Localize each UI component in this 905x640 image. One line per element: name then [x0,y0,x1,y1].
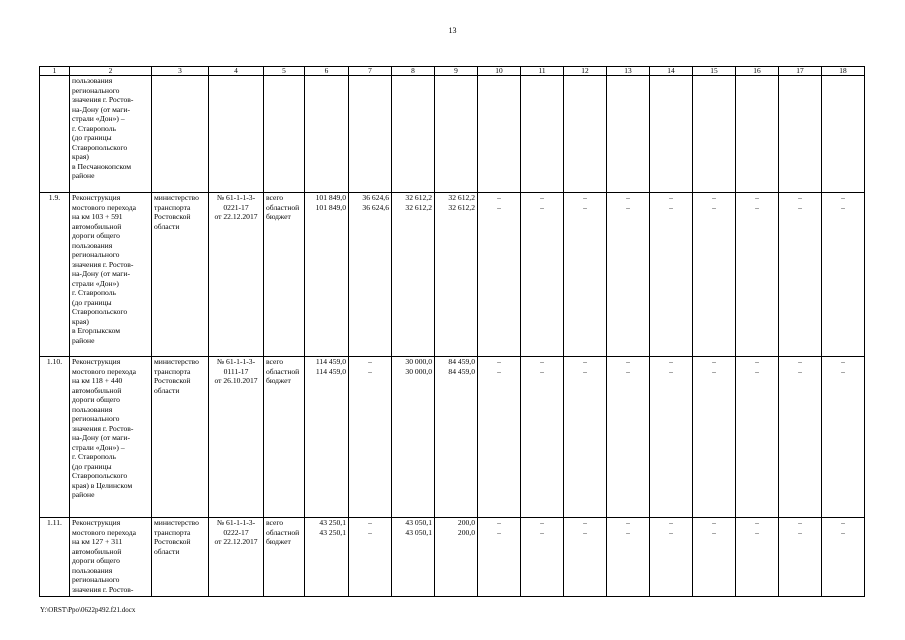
object-name [70,193,152,357]
amount-cell [822,193,865,357]
amount-cell [521,357,564,518]
table-cell [478,76,521,193]
cell-line: – [540,366,544,376]
cell-line: Ставропольского [72,307,128,316]
cell-line: – [583,518,587,527]
page-number: 13 [448,26,457,35]
cell-line: – [583,193,587,202]
amount-cell [349,357,392,518]
amount-cell [650,357,693,518]
cell-line: транспорта [154,202,191,212]
cell-line: области [154,221,180,231]
amount-cell [349,518,392,597]
amount-cell [435,518,478,597]
table-cell [305,76,349,193]
cell-line: – [497,202,501,212]
cell-line: бюджет [266,212,291,221]
amount-cell [392,357,435,518]
cell-line: Реконструкция [72,193,121,202]
cell-line: 101 849,0 [315,202,346,212]
cell-line: на-Дону (от маги- [72,269,130,278]
cell-line: 84 459,0 [448,357,475,366]
cell-line: – [669,366,673,376]
cell-line: 114 459,0 [315,366,346,376]
amount-cell [736,518,779,597]
cell-line: – [368,357,372,366]
cell-line: – [669,518,673,527]
cell-line: регионального [72,250,120,259]
amount-cell [650,518,693,597]
cell-line: края) [72,316,89,326]
funding-source [264,518,305,597]
cell-line: г. Ставрополь [72,452,116,461]
amount-cell [521,518,564,597]
table-cell [349,76,392,193]
table-cell [392,76,435,193]
cell-line: г. Ставрополь [72,288,116,297]
amount-cell [521,193,564,357]
cell-line: – [497,527,501,537]
cell-line: транспорта [154,527,191,537]
cell-line: – [712,202,716,212]
header-cell: 14 [650,67,693,76]
header-cell: 9 [435,67,478,76]
cell-line: мостового перехода [72,366,136,376]
cell-line: – [755,518,759,527]
cell-line: районе [72,490,95,499]
cell-line: – [583,366,587,376]
cell-line: пользования [72,404,113,414]
header-cell: 3 [152,67,209,76]
cell-line: области [154,546,180,556]
cell-line: – [755,193,759,202]
cell-line: на км 127 + 311 [72,537,123,546]
cell-line: – [798,202,802,212]
cell-line: – [841,518,845,527]
cell-line: – [841,366,845,376]
cell-line: областной [266,366,300,376]
cell-line: автомобильной [72,385,122,395]
cell-line: всего [266,357,284,366]
cell-line: – [755,202,759,212]
amount-cell [305,193,349,357]
amount-cell [564,518,607,597]
cell-line: – [712,527,716,537]
cell-line: – [626,202,630,212]
cell-line: автомобильной [72,546,122,556]
row-number: 1.9. [40,193,70,357]
cell-line: 84 459,0 [448,366,475,376]
cell-line: Ставропольского [72,142,128,152]
cell-line: значения г. Ростов- [72,423,134,433]
document-number [209,357,264,518]
cell-line: – [798,357,802,366]
cell-line: 0222-17 [223,527,249,537]
header-cell: 6 [305,67,349,76]
cell-line: 30 000,0 [405,357,432,366]
cell-line: всего [266,518,284,527]
table-cell [650,76,693,193]
amount-cell [693,357,736,518]
cell-line: № 61-1-1-3- [216,193,256,202]
cell-line: края) в Целинском [72,480,133,490]
cell-line: – [540,357,544,366]
cell-line: дороги общего [72,395,120,404]
header-cell: 5 [264,67,305,76]
header-cell: 4 [209,67,264,76]
cell-line: 101 849,0 [315,193,346,202]
amount-cell [736,357,779,518]
amount-cell [736,193,779,357]
table-cell [152,76,209,193]
cell-line: от 22.12.2017 [214,212,258,221]
cell-line: регионального [72,85,120,95]
cell-line: 43 250,1 [319,527,346,537]
header-cell: 2 [70,67,152,76]
table-cell [40,76,70,193]
cell-line: областной [266,527,300,537]
cell-line: в Песчанокопском [72,161,132,171]
cell-line: от 26.10.2017 [214,376,258,385]
amount-cell [305,357,349,518]
program-table [39,66,865,597]
cell-line: – [626,193,630,202]
header-cell: 15 [693,67,736,76]
cell-line: 43 050,1 [405,527,432,537]
table-cell [822,76,865,193]
row-number: 1.10. [40,357,70,518]
cell-line: Ростовской [154,376,191,385]
header-cell: 18 [822,67,865,76]
cell-line: Реконструкция [72,518,121,527]
organization [152,357,209,518]
cell-line: – [540,518,544,527]
amount-cell [650,193,693,357]
amount-cell [478,357,521,518]
cell-line: значения г. Ростов- [72,584,134,594]
cell-line: – [368,527,372,537]
cell-line: 0111-17 [223,366,249,376]
cell-line: 200,0 [457,518,475,527]
cell-line: страли «Дон») – [72,442,125,452]
table-row [40,518,865,597]
header-cell: 11 [521,67,564,76]
cell-line: 32 612,2 [405,202,432,212]
table-cell [209,76,264,193]
table-row [40,193,865,357]
cell-line: – [497,193,501,202]
cell-line: регионального [72,575,120,584]
cell-line: на-Дону (от маги- [72,433,130,442]
amount-cell [779,518,822,597]
organization [152,518,209,597]
cell-line: 32 612,2 [448,193,475,202]
cell-line: 36 624,6 [362,202,389,212]
object-name [70,518,152,597]
cell-line: от 22.12.2017 [214,537,258,546]
amount-cell [607,193,650,357]
amount-cell [435,357,478,518]
cell-line: на км 118 + 440 [72,376,123,385]
cell-line: – [626,366,630,376]
cell-line: – [497,366,501,376]
cell-line: 43 250,1 [319,518,346,527]
header-cell: 1 [40,67,70,76]
cell-line: пользования [72,240,113,250]
amount-cell [478,193,521,357]
amount-cell [693,518,736,597]
amount-cell [822,518,865,597]
cell-line: – [497,357,501,366]
cell-line: – [798,366,802,376]
cell-line: министерство [154,357,199,366]
cell-line: 30 000,0 [405,366,432,376]
cell-line: – [669,202,673,212]
cell-line: – [755,366,759,376]
amount-cell [392,193,435,357]
cell-line: – [798,193,802,202]
document-number [209,518,264,597]
amount-cell [607,518,650,597]
table-cell [264,76,305,193]
cell-line: (до границы [72,461,112,471]
amount-cell [607,357,650,518]
cell-line: – [626,357,630,366]
cell-line: 0221-17 [223,202,249,212]
cell-line: в Егорлыкском [72,326,121,335]
header-cell: 7 [349,67,392,76]
cell-line: – [712,357,716,366]
funding-source [264,357,305,518]
header-cell: 12 [564,67,607,76]
cell-line: – [540,202,544,212]
cell-line: – [712,193,716,202]
cell-line: – [755,527,759,537]
cell-line: дороги общего [72,556,120,565]
cell-line: мостового перехода [72,527,136,537]
cell-line: 36 624,6 [362,193,389,202]
table-cell [70,76,152,193]
cell-line: Ростовской [154,212,191,221]
cell-line: № 61-1-1-3- [216,357,256,366]
header-cell: 17 [779,67,822,76]
funding-source [264,193,305,357]
cell-line: страли «Дон») – [72,114,125,123]
cell-line: – [626,518,630,527]
table-cell [607,76,650,193]
cell-line: 200,0 [457,527,475,537]
header-row [40,67,865,76]
table-cell [564,76,607,193]
object-name [70,357,152,518]
table-cell [693,76,736,193]
cell-line: – [669,357,673,366]
row-number: 1.11. [40,518,70,597]
cell-line: (до границы [72,133,112,142]
cell-line: – [841,202,845,212]
cell-line: – [583,357,587,366]
cell-line: – [841,193,845,202]
amount-cell [822,357,865,518]
cell-line: районе [72,335,95,345]
cell-line: – [755,357,759,366]
cell-line: № 61-1-1-3- [216,518,256,527]
cell-line: – [712,518,716,527]
cell-line: – [798,518,802,527]
cell-line: мостового перехода [72,202,136,212]
amount-cell [392,518,435,597]
cell-line: – [669,527,673,537]
cell-line: – [497,518,501,527]
cell-line: значения г. Ростов- [72,95,134,104]
amount-cell [435,193,478,357]
cell-line: – [368,518,372,527]
cell-line: – [540,193,544,202]
amount-cell [305,518,349,597]
cell-line: бюджет [266,537,291,546]
cell-line: 43 050,1 [405,518,432,527]
header-cell: 8 [392,67,435,76]
table-cell [435,76,478,193]
cell-line: бюджет [266,376,291,385]
cell-line: пользования [72,76,113,85]
cell-line: 32 612,2 [405,193,432,202]
amount-cell [779,193,822,357]
cell-line: – [583,527,587,537]
amount-cell [564,193,607,357]
table-cell [779,76,822,193]
header-cell: 10 [478,67,521,76]
cell-line: (до границы [72,297,112,307]
amount-cell [478,518,521,597]
cell-line: на-Дону (от маги- [72,104,130,114]
cell-line: – [841,527,845,537]
table-cell [521,76,564,193]
cell-line: дороги общего [72,231,120,240]
cell-line: министерство [154,193,199,202]
cell-line: значения г. Ростов- [72,259,134,269]
cell-line: страли «Дон») [72,278,119,288]
cell-line: – [540,527,544,537]
cell-line: министерство [154,518,199,527]
cell-line: – [798,527,802,537]
cell-line: – [583,202,587,212]
cell-line: Ростовской [154,537,191,546]
cell-line: районе [72,171,95,180]
cell-line: Реконструкция [72,357,121,366]
cell-line: всего [266,193,284,202]
cell-line: Ставропольского [72,471,128,480]
amount-cell [779,357,822,518]
header-cell: 16 [736,67,779,76]
cell-line: края) [72,152,89,161]
table-cell [736,76,779,193]
cell-line: на км 103 + 591 [72,212,123,221]
cell-line: – [669,193,673,202]
cell-line: 114 459,0 [315,357,346,366]
document-number [209,193,264,357]
cell-line: автомобильной [72,221,122,231]
cell-line: – [626,527,630,537]
cell-line: – [368,366,372,376]
cell-line: пользования [72,565,113,575]
table-row [40,357,865,518]
amount-cell [564,357,607,518]
header-cell: 13 [607,67,650,76]
cell-line: транспорта [154,366,191,376]
cell-line: регионального [72,414,120,423]
cell-line: области [154,385,180,395]
cell-line: областной [266,202,300,212]
cell-line: г. Ставрополь [72,123,116,133]
amount-cell [693,193,736,357]
amount-cell [349,193,392,357]
table-row [40,76,865,193]
cell-line: – [712,366,716,376]
cell-line: – [841,357,845,366]
file-path-footer: Y:\ORST\Ppo\0622p492.f21.docx [40,606,136,614]
cell-line: 32 612,2 [448,202,475,212]
organization [152,193,209,357]
